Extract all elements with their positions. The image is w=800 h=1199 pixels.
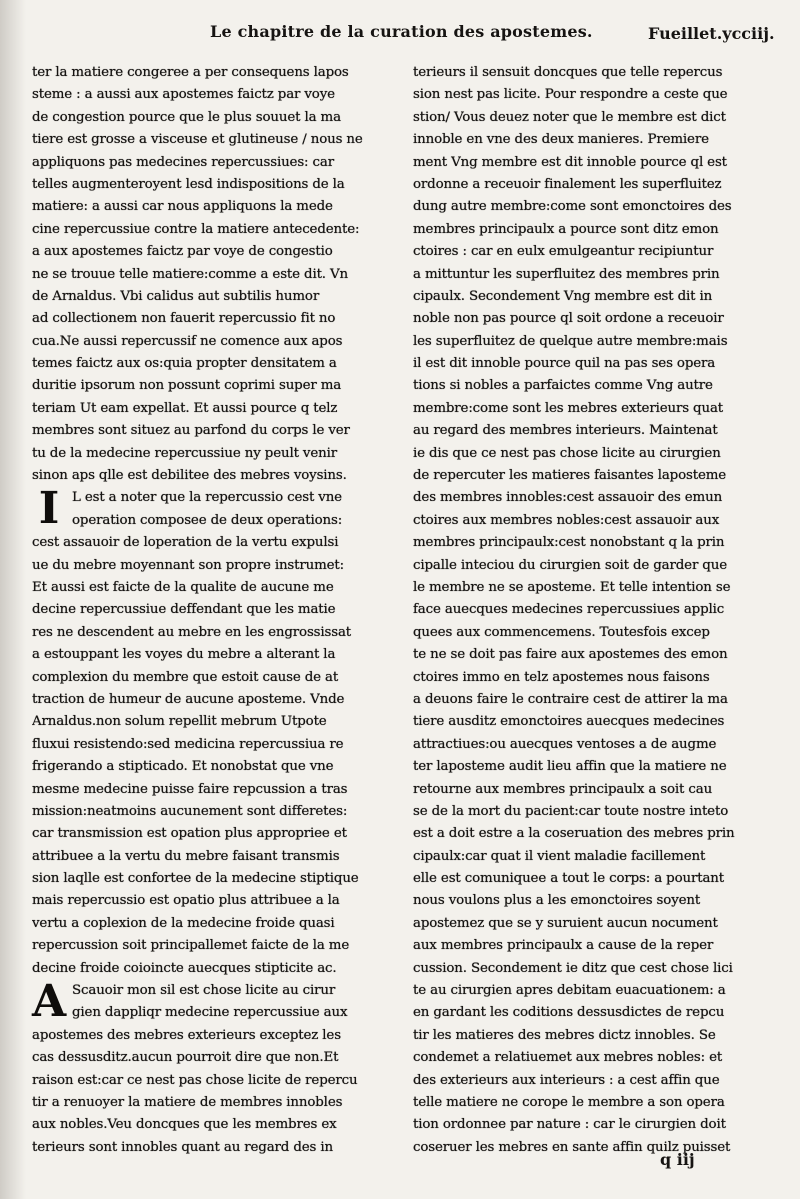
text-line: ne se trouue telle matiere:comme a este dit. Vn bbox=[32, 266, 349, 282]
text-line: car transmission est opation plus appropriee et bbox=[32, 826, 347, 842]
text-line: retourne aux membres principaulx a soit cau bbox=[413, 781, 713, 797]
text-line: telle matiere ne corope le membre a son opera bbox=[413, 1094, 725, 1110]
drop-cap-initial: A bbox=[32, 976, 67, 1028]
text-line: mission:neatmoins aucunement sont differetes: bbox=[32, 803, 348, 819]
text-line: cussion. Secondement ie ditz que cest chose lici bbox=[413, 960, 733, 976]
text-line: fluxui resistendo:sed medicina repercussiua re bbox=[32, 736, 344, 752]
text-line: frigerando a stipticado. Et nonobstat que vne bbox=[32, 759, 334, 775]
text-line: mesme medecine puisse faire repcussion a tras bbox=[32, 781, 348, 797]
text-line: tions si nobles a parfaictes comme Vng autre bbox=[413, 378, 713, 394]
text-line: cas dessusditz.aucun pourroit dire que non.Et bbox=[32, 1050, 339, 1066]
text-line: tiere est grosse a visceuse et glutineuse / nous ne bbox=[32, 132, 363, 148]
text-line: membres principaulx a pource sont ditz emon bbox=[413, 221, 719, 237]
text-line: en gardant les coditions dessusdictes de repcu bbox=[413, 1005, 725, 1021]
text-line: de Arnaldus. Vbi calidus aut subtilis humor bbox=[32, 288, 320, 304]
text-line: gien dappliqr medecine repercussiue aux bbox=[72, 1005, 348, 1021]
text-line: mais repercussio est opatio plus attribuee a la bbox=[32, 893, 340, 909]
text-line: temes faictz aux os:quia propter densitatem a bbox=[32, 356, 337, 372]
text-line: appliquons pas medecines repercussiues: car bbox=[32, 154, 334, 170]
text-line: te au cirurgien apres debitam euacuationem: a bbox=[413, 983, 726, 999]
text-line: de repercuter les matieres faisantes laposteme bbox=[413, 468, 727, 484]
signature-mark: q iij bbox=[660, 1150, 695, 1169]
text-line: innoble en vne des deux manieres. Premiere bbox=[413, 132, 709, 148]
text-line: aux nobles.Veu doncques que les membres ex bbox=[32, 1117, 337, 1133]
text-line: ie dis que ce nest pas chose licite au cirurgien bbox=[413, 445, 721, 461]
text-line: attractiues:ou auecques ventoses a de augme bbox=[413, 736, 717, 752]
text-line: sion laqlle est confortee de la medecine stiptique bbox=[32, 871, 359, 887]
text-line: des membres innobles:cest assauoir des emun bbox=[413, 490, 723, 506]
running-head: Le chapitre de la curation des apostemes. bbox=[210, 22, 593, 41]
right-column bbox=[413, 62, 758, 1159]
text-line: condemet a relatiuemet aux mebres nobles: et bbox=[413, 1050, 723, 1066]
text-line: complexion du membre que estoit cause de at bbox=[32, 669, 339, 685]
text-line: quees aux commencemens. Toutesfois excep bbox=[413, 624, 710, 640]
text-line: cine repercussiue contre la matiere antecedente: bbox=[32, 221, 360, 237]
text-line: membres sont situez au parfond du corps le ver bbox=[32, 423, 350, 439]
text-line: vertu a coplexion de la medecine froide quasi bbox=[32, 915, 335, 931]
text-line: Et aussi est faicte de la qualite de aucune me bbox=[32, 579, 334, 595]
text-line: traction de humeur de aucune aposteme. Vnde bbox=[32, 691, 345, 707]
text-line: terieurs sont innobles quant au regard des in bbox=[32, 1139, 333, 1155]
text-line: decine repercussiue deffendant que les matie bbox=[32, 602, 336, 618]
text-line: les superfluitez de quelque autre membre:mais bbox=[413, 333, 728, 349]
text-line: sinon aps qlle est debilitee des mebres voysins. bbox=[32, 468, 347, 484]
text-line: duritie ipsorum non possunt coprimi super ma bbox=[32, 378, 342, 394]
text-line: te ne se doit pas faire aux apostemes des emon bbox=[413, 647, 728, 663]
text-line: nous voulons plus a les emonctoires soyent bbox=[413, 893, 701, 909]
text-line: au regard des membres interieurs. Maintenat bbox=[413, 423, 718, 439]
text-line: ctoires : car en eulx emulgeantur recipiuntur bbox=[413, 244, 714, 260]
text-line: dung autre membre:come sont emonctoires des bbox=[413, 199, 732, 215]
text-line: ter la matiere congeree a per consequens lapos bbox=[32, 65, 349, 80]
text-line: a mittuntur les superfluitez des membres prin bbox=[413, 266, 720, 282]
text-line: sion nest pas licite. Pour respondre a ceste que bbox=[413, 87, 728, 103]
text-line: il est dit innoble pource quil na pas ses opera bbox=[413, 356, 716, 372]
text-line: a aux apostemes faictz par voye de congestio bbox=[32, 244, 333, 260]
text-line: cipaulx:car quat il vient maladie facillement bbox=[413, 848, 706, 864]
text-line: ment Vng membre est dit innoble pource ql est bbox=[413, 154, 727, 170]
text-line: ordonne a receuoir finalement les superfluitez bbox=[413, 176, 722, 192]
text-line: matiere: a aussi car nous appliquons la mede bbox=[32, 199, 333, 215]
text-line: le membre ne se aposteme. Et telle intention se bbox=[413, 579, 731, 595]
left-column bbox=[32, 62, 377, 1159]
text-line: cua.Ne aussi repercussif ne comence aux apos bbox=[32, 333, 343, 349]
paragraph-2 bbox=[32, 483, 377, 980]
text-line: apostemes des mebres exterieurs exceptez les bbox=[32, 1027, 341, 1043]
text-line: a deuons faire le contraire cest de attirer la ma bbox=[413, 691, 728, 707]
drop-cap-initial: I bbox=[38, 483, 60, 535]
text-line: cipaulx. Secondement Vng membre est dit in bbox=[413, 288, 713, 304]
text-line: res ne descendent au mebre en les engrossissat bbox=[32, 624, 352, 640]
text-line: membre:come sont les mebres exterieurs quat bbox=[413, 400, 724, 416]
paragraph-1 bbox=[32, 62, 377, 487]
text-line: Scauoir mon sil est chose licite au cirur bbox=[72, 983, 336, 999]
text-line: ue du mebre moyennant son propre instrumet: bbox=[32, 557, 345, 573]
text-line: ad collectionem non fauerit repercussio fit no bbox=[32, 311, 336, 327]
text-line: terieurs il sensuit doncques que telle repercus bbox=[413, 65, 723, 80]
text-line: telles augmenteroyent lesd indispositions de la bbox=[32, 176, 345, 192]
folio-number: Fueillet.ycciij. bbox=[648, 24, 775, 43]
text-line: steme : a aussi aux apostemes faictz par voye bbox=[32, 87, 335, 103]
text-line: attribuee a la vertu du mebre faisant transmis bbox=[32, 848, 340, 864]
text-line: face auecques medecines repercussiues applic bbox=[413, 602, 725, 618]
text-line: tir a renuoyer la matiere de membres innobles bbox=[32, 1094, 343, 1110]
text-line: est a doit estre a la coseruation des mebres prin bbox=[413, 826, 735, 842]
text-line: raison est:car ce nest pas chose licite de repercu bbox=[32, 1072, 358, 1088]
text-line: cest assauoir de loperation de la vertu expulsi bbox=[32, 535, 339, 551]
text-line: tu de la medecine repercussiue ny peult venir bbox=[32, 445, 337, 461]
text-line: de congestion pource que le plus souuet la ma bbox=[32, 109, 341, 125]
text-line: elle est comuniquee a tout le corps: a pourtant bbox=[413, 871, 724, 887]
paragraph-3 bbox=[32, 976, 377, 1159]
text-line: repercussion soit principallemet faicte de la me bbox=[32, 938, 350, 954]
text-line: tion ordonnee par nature : car le cirurgien doit bbox=[413, 1117, 726, 1133]
text-line: aux membres principaulx a cause de la reper bbox=[413, 938, 714, 954]
text-line: membres principaulx:cest nonobstant q la prin bbox=[413, 535, 725, 551]
text-line: cipalle inteciou du cirurgien soit de garder que bbox=[413, 557, 727, 573]
text-line: tiere ausditz emonctoires auecques medecines bbox=[413, 714, 725, 730]
text-line: a estouppant les voyes du mebre a alterant la bbox=[32, 647, 336, 663]
text-line: coseruer les mebres en sante affin quilz puisset bbox=[413, 1139, 731, 1155]
text-line: Arnaldus.non solum repellit mebrum Utpote bbox=[32, 714, 327, 730]
text-line: noble non pas pource ql soit ordone a receuoir bbox=[413, 311, 724, 327]
page-edge-shadow bbox=[0, 0, 26, 1199]
text-line: ter laposteme audit lieu affin que la matiere ne bbox=[413, 759, 727, 775]
text-line: apostemez que se y suruient aucun nocument bbox=[413, 915, 718, 931]
text-line: stion/ Vous deuez noter que le membre est dict bbox=[413, 109, 726, 125]
text-line: ctoires aux membres nobles:cest assauoir aux bbox=[413, 512, 720, 528]
text-line: teriam Ut eam expellat. Et aussi pource q telz bbox=[32, 400, 338, 416]
text-line: L est a noter que la repercussio cest vne bbox=[72, 490, 342, 506]
text-line: ctoires immo en telz apostemes nous faisons bbox=[413, 669, 710, 685]
text-line: decine froide coioincte auecques stipticite ac. bbox=[32, 960, 337, 976]
text-line: des exterieurs aux interieurs : a cest affin que bbox=[413, 1072, 720, 1088]
text-line: tir les matieres des mebres dictz innobles. Se bbox=[413, 1027, 716, 1043]
text-line: se de la mort du pacient:car toute nostre inteto bbox=[413, 803, 729, 819]
text-line: operation composee de deux operations: bbox=[72, 512, 343, 528]
